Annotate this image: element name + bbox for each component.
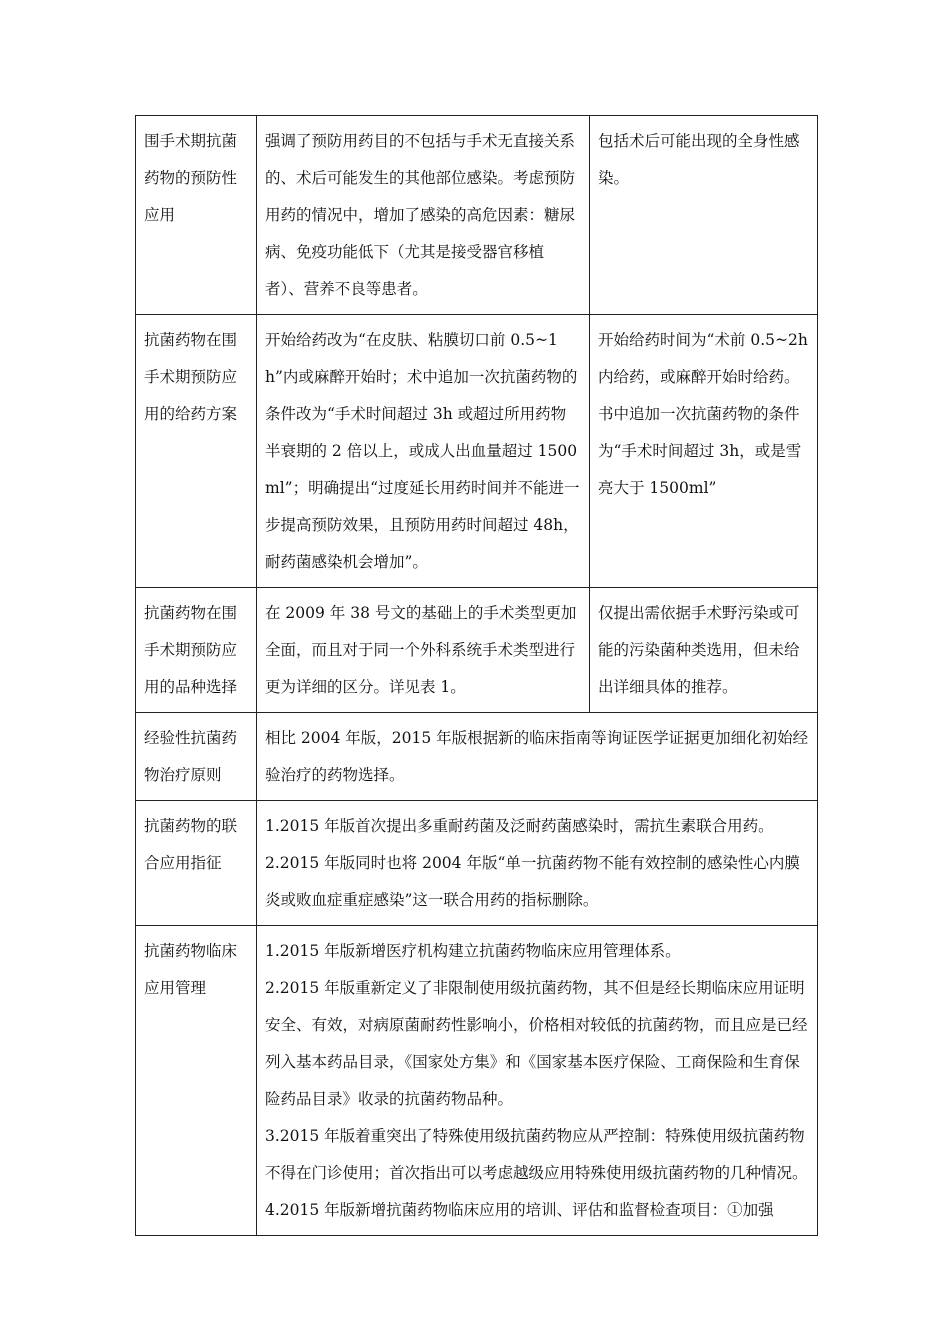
table-row: [136, 926, 818, 1236]
version-2004-cell: 开始给药时间为“术前 0.5~2h 内给药，或麻醉开始时给药。书中追加一次抗菌药物的条件为“手术时间超过 3h，或是雪亮大于 1500ml”: [590, 315, 818, 588]
topic-cell: 抗菌药物在围手术期预防应用的品种选择: [136, 588, 257, 713]
merged-content-cell: [257, 926, 818, 1236]
version-2004-cell: 仅提出需依据手术野污染或可能的污染菌种类选用，但未给出详细具体的推荐。: [590, 588, 818, 713]
list-item: 1.2015 年版新增医疗机构建立抗菌药物临床应用管理体系。: [265, 942, 681, 960]
topic-cell: 抗菌药物临床应用管理: [136, 926, 257, 1236]
table-row: [136, 801, 818, 926]
topic-cell: 抗菌药物在围手术期预防应用的给药方案: [136, 315, 257, 588]
version-2015-cell: 强调了预防用药目的不包括与手术无直接关系的、术后可能发生的其他部位感染。考虑预防用药的情况中，增加了感染的高危因素：糖尿病、免疫功能低下（尤其是接受器官移植者）、营养不良等患者。: [257, 116, 590, 315]
version-2015-cell: 在 2009 年 38 号文的基础上的手术类型更加全面，而且对于同一个外科系统手术类型进行更为详细的区分。详见表 1。: [257, 588, 590, 713]
merged-content-cell: [257, 801, 818, 926]
list-item: 4.2015 年版新增抗菌药物临床应用的培训、评估和监督检查项目：①加强: [265, 1201, 774, 1219]
list-item: 3.2015 年版着重突出了特殊使用级抗菌药物应从严控制：特殊使用级抗菌药物不得在门诊使用；首次指出可以考虑越级应用特殊使用级抗菌药物的几种情况。: [265, 1127, 808, 1182]
topic-cell: 经验性抗菌药物治疗原则: [136, 713, 257, 801]
topic-cell: 抗菌药物的联合应用指征: [136, 801, 257, 926]
table-row: [136, 713, 818, 801]
table-row: [136, 116, 818, 315]
version-2015-cell: 开始给药改为“在皮肤、粘膜切口前 0.5~1h”内或麻醉开始时；术中追加一次抗菌药物的条件改为“手术时间超过 3h 或超过所用药物半衰期的 2 倍以上，或成人出血量超过 1500ml”；明确提出“过度延长用药时间并不能进一步提高预防效果，且预防用药时间超过 48h，耐药菌感染机会增加”。: [257, 315, 590, 588]
comparison-table: [135, 115, 818, 1236]
list-item: 1.2015 年版首次提出多重耐药菌及泛耐药菌感染时，需抗生素联合用药。: [265, 817, 774, 835]
table-row: [136, 315, 818, 588]
table-row: [136, 588, 818, 713]
list-item: 2.2015 年版重新定义了非限制使用级抗菌药物，其不但是经长期临床应用证明安全、有效，对病原菌耐药性影响小，价格相对较低的抗菌药物，而且应是已经列入基本药品目录，《国家处方集》和《国家基本医疗保险、工商保险和生育保险药品目录》收录的抗菌药物品种。: [265, 979, 808, 1108]
list-item: 2.2015 年版同时也将 2004 年版“单一抗菌药物不能有效控制的感染性心内膜炎或败血症重症感染”这一联合用药的指标删除。: [265, 854, 800, 909]
topic-cell: 围手术期抗菌药物的预防性应用: [136, 116, 257, 315]
merged-content-cell: 相比 2004 年版，2015 年版根据新的临床指南等询证医学证据更加细化初始经验治疗的药物选择。: [257, 713, 818, 801]
version-2004-cell: 包括术后可能出现的全身性感染。: [590, 116, 818, 315]
